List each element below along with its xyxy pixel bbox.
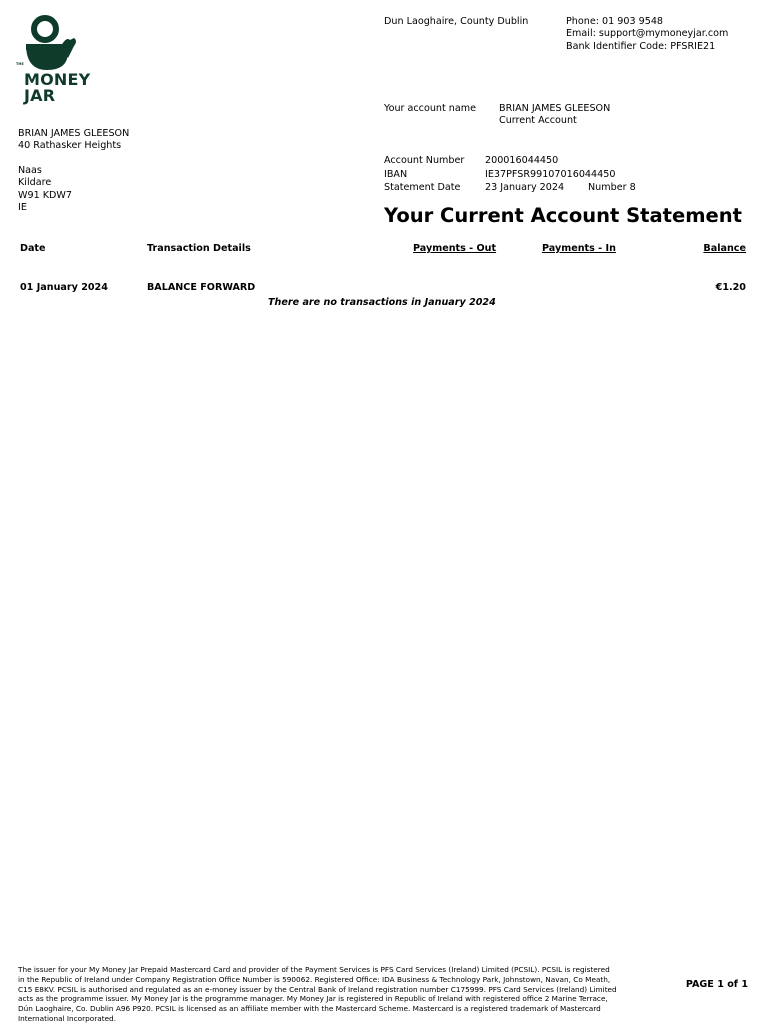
statement-title: Your Current Account Statement bbox=[384, 204, 742, 227]
bank-email: Email: support@mymoneyjar.com bbox=[566, 28, 729, 40]
row-date: 01 January 2024 bbox=[20, 282, 108, 293]
account-details bbox=[384, 155, 636, 196]
customer-address bbox=[18, 128, 129, 214]
jar-mascot-icon bbox=[14, 14, 98, 74]
statement-date-label: Statement Date bbox=[384, 182, 461, 193]
bank-phone: Phone: 01 903 9548 bbox=[566, 16, 664, 27]
customer-name: BRIAN JAMES GLEESON bbox=[18, 128, 130, 139]
footer-disclaimer: The issuer for your My Money Jar Prepaid Mastercard Card and provider of the Payment Services is PFS Card Services (Ireland) Limited (PCSIL). PCSIL is registered in the Republic of Ireland under Company Registration Office Number is 590062. Registered Office: IDA Business & Technology Park, Johnstown, Navan, Co Meath, C15 E8KV. PCSIL is authorised and regulated as an e-money issuer by the Central Bank of Ireland registration number C175999. PFS Card Services (Ireland) Limited acts as the programme issuer. My Money Jar is the programme manager. My Money Jar is registered in Republic of Ireland with registered office 2 Marine Terrace, Dún Laoghaire, Co. Dublin A96 P920. PCSIL is licensed as an affiliate member with the Mastercard Scheme. Mastercard is a registered trademark of Mastercard International Incorporated. bbox=[18, 965, 617, 1023]
statement-number: Number 8 bbox=[588, 182, 636, 193]
address-line-5: IE bbox=[18, 202, 27, 214]
header-payments-in: Payments - In bbox=[542, 243, 616, 254]
row-balance: €1.20 bbox=[715, 282, 746, 293]
bank-location: Dun Laoghaire, County Dublin bbox=[384, 16, 529, 27]
logo-money: MONEY bbox=[24, 70, 91, 89]
account-name-values bbox=[499, 103, 610, 128]
page-number: PAGE 1 of 1 bbox=[685, 979, 748, 990]
address-line-1: 40 Rathasker Heights bbox=[18, 140, 122, 152]
iban-value: IE37PFSR99107016044450 bbox=[485, 168, 616, 180]
iban-label: IBAN bbox=[384, 168, 408, 180]
money-jar-logo bbox=[14, 14, 98, 106]
account-type: Current Account bbox=[499, 115, 577, 127]
account-holder-name: BRIAN JAMES GLEESON bbox=[499, 103, 611, 114]
statement-date-value: 23 January 2024 bbox=[485, 182, 565, 193]
logo-the: THE bbox=[16, 62, 24, 66]
address-line-2: Naas bbox=[18, 164, 42, 176]
header-payments-out: Payments - Out bbox=[413, 243, 497, 254]
bank-contact bbox=[566, 16, 728, 53]
header-date: Date bbox=[20, 243, 46, 254]
header-balance: Balance bbox=[703, 243, 746, 254]
address-line-3: Kildare bbox=[18, 177, 52, 189]
row-details: BALANCE FORWARD bbox=[147, 282, 256, 293]
logo-jar: JAR bbox=[24, 86, 56, 105]
account-name-label: Your account name bbox=[384, 103, 477, 114]
account-number-value: 200016044450 bbox=[485, 155, 559, 166]
bank-bic: Bank Identifier Code: PFSRIE21 bbox=[566, 40, 716, 52]
account-number-label: Account Number bbox=[384, 155, 465, 166]
address-line-4: W91 KDW7 bbox=[18, 189, 73, 201]
header-transaction-details: Transaction Details bbox=[147, 243, 251, 254]
no-transactions-note: There are no transactions in January 2024 bbox=[268, 297, 496, 308]
